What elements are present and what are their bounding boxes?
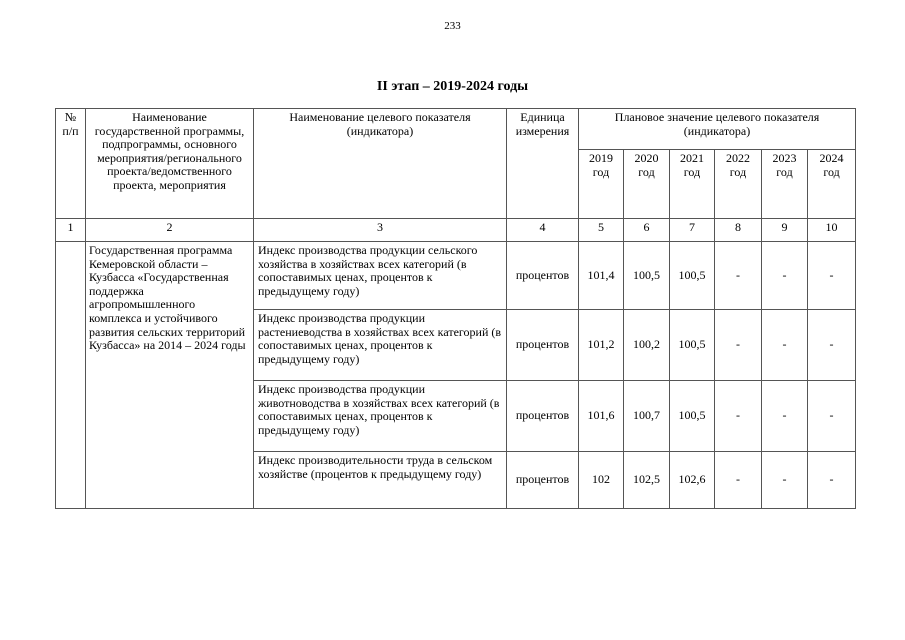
value-2024: -	[808, 242, 856, 310]
indicator-name: Индекс производства продукции животноводства в хозяйствах всех категорий (в сопоставимых ценах, процентов к предыдущему году)	[254, 381, 507, 452]
value-2023: -	[762, 452, 808, 509]
indicator-name: Индекс производительности труда в сельском хозяйстве (процентов к предыдущему году)	[254, 452, 507, 509]
value-2023: -	[762, 242, 808, 310]
value-2024: -	[808, 310, 856, 381]
value-2022: -	[715, 310, 762, 381]
value-2024: -	[808, 452, 856, 509]
value-2021: 102,6	[670, 452, 715, 509]
column-number: 8	[715, 219, 762, 242]
value-2021: 100,5	[670, 381, 715, 452]
header-num: № п/п	[56, 109, 86, 219]
value-2024: -	[808, 381, 856, 452]
value-2020: 100,2	[624, 310, 670, 381]
header-year-2020: 2020 год	[624, 150, 670, 219]
column-number: 6	[624, 219, 670, 242]
column-number: 4	[507, 219, 579, 242]
header-year-2023: 2023 год	[762, 150, 808, 219]
row-number-cell	[56, 242, 86, 509]
targets-table	[55, 108, 856, 509]
unit-cell: процентов	[507, 381, 579, 452]
column-number: 2	[86, 219, 254, 242]
header-indicator: Наименование целевого показателя (индикатора)	[254, 109, 507, 219]
value-2020: 100,5	[624, 242, 670, 310]
header-year-2019: 2019 год	[579, 150, 624, 219]
value-2020: 102,5	[624, 452, 670, 509]
value-2023: -	[762, 381, 808, 452]
page-number: 233	[444, 20, 461, 32]
program-name: Государственная программа Кемеровской области – Кузбасса «Государственная поддержка агропромышленного комплекса и устойчивого развития сельских территорий Кузбасса» на 2014 – 2024 годы	[86, 242, 254, 509]
column-number: 5	[579, 219, 624, 242]
value-2021: 100,5	[670, 310, 715, 381]
table-row	[56, 242, 856, 310]
value-2019: 101,2	[579, 310, 624, 381]
unit-cell: процентов	[507, 310, 579, 381]
unit-cell: процентов	[507, 452, 579, 509]
stage-title: II этап – 2019-2024 годы	[376, 79, 529, 94]
column-number: 10	[808, 219, 856, 242]
header-unit: Единица измерения	[507, 109, 579, 219]
unit-cell: процентов	[507, 242, 579, 310]
column-number: 1	[56, 219, 86, 242]
value-2019: 101,4	[579, 242, 624, 310]
value-2019: 101,6	[579, 381, 624, 452]
value-2023: -	[762, 310, 808, 381]
value-2022: -	[715, 242, 762, 310]
value-2019: 102	[579, 452, 624, 509]
header-year-2021: 2021 год	[670, 150, 715, 219]
value-2021: 100,5	[670, 242, 715, 310]
value-2022: -	[715, 452, 762, 509]
column-numbers-row	[56, 219, 856, 242]
column-number: 7	[670, 219, 715, 242]
header-plan: Плановое значение целевого показателя (индикатора)	[579, 109, 856, 150]
value-2022: -	[715, 381, 762, 452]
column-number: 9	[762, 219, 808, 242]
indicator-name: Индекс производства продукции сельского хозяйства в хозяйствах всех категорий (в сопоставимых ценах, процентов к предыдущему году)	[254, 242, 507, 310]
header-year-2022: 2022 год	[715, 150, 762, 219]
column-number: 3	[254, 219, 507, 242]
indicator-name: Индекс производства продукции растениеводства в хозяйствах всех категорий (в сопоставимых ценах, процентов к предыдущему году)	[254, 310, 507, 381]
header-program: Наименование государственной программы, подпрограммы, основного мероприятия/регионального проекта/ведомственного проекта, мероприятия	[86, 109, 254, 219]
value-2020: 100,7	[624, 381, 670, 452]
header-year-2024: 2024 год	[808, 150, 856, 219]
